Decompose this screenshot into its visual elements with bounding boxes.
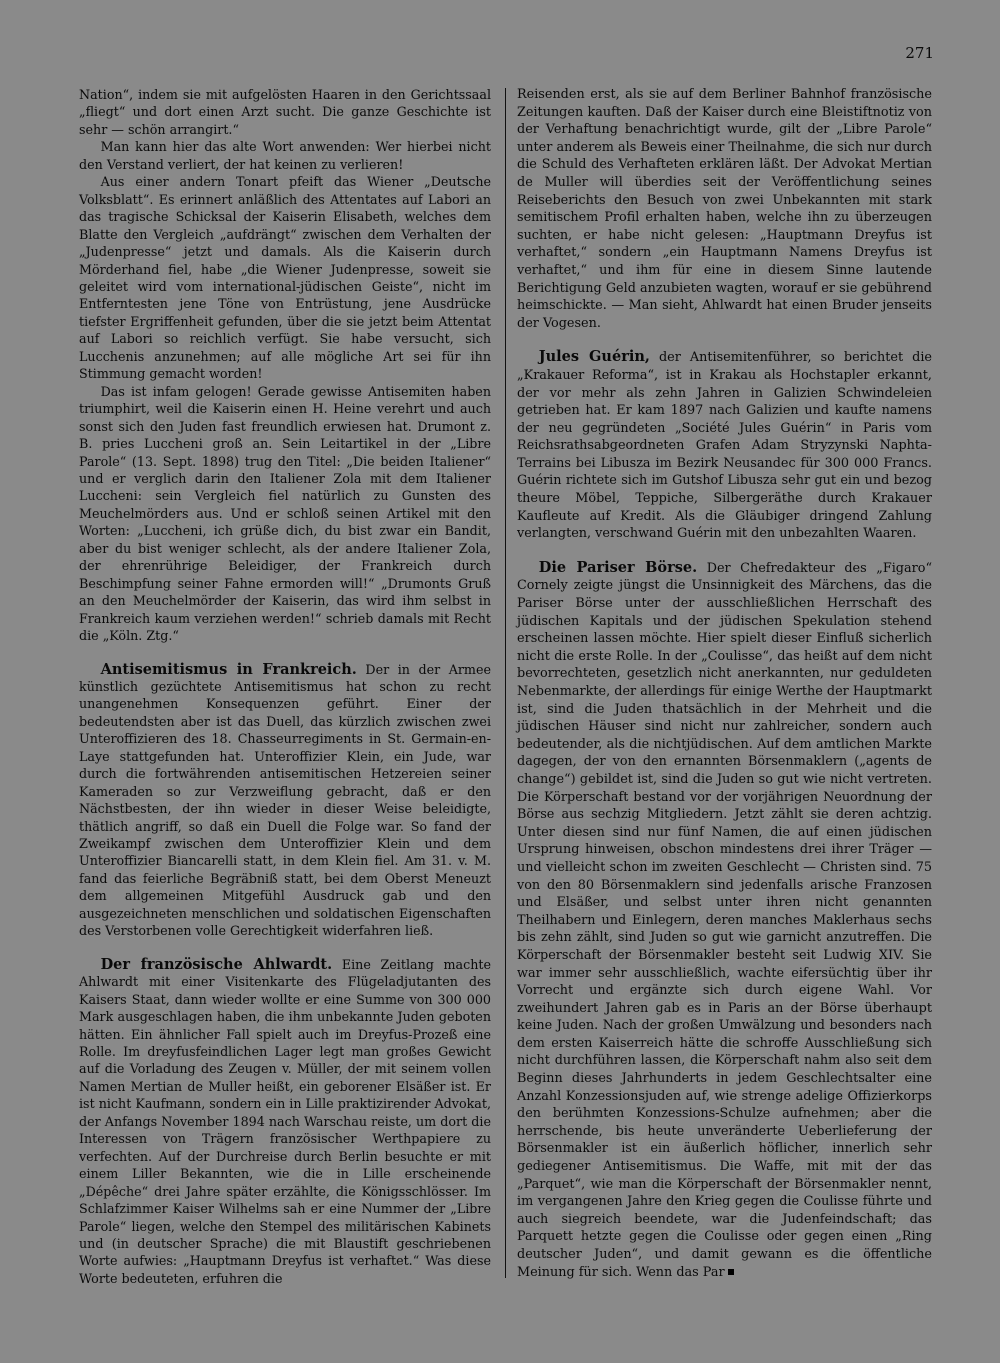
left-column <box>79 86 491 1287</box>
article-text: Der in der Armee künstlich gezüchtete Antisemitismus hat schon zu recht unangenehmen Konsequenzen geführt. Einer der bedeutendsten aber ist das Duell, das kürzlich zwischen zwei Unteroffizieren des 18. Chasseurregiments in St. Germain-en-Laye stattgefunden hat. Unteroffizier Klein, ein Jude, war durch die fortwährenden antisemitischen Hetzereien seiner Kameraden so zur Verzweiflung gebracht, daß er den Nächstbesten, der ihn wieder in dieser Weise beleidigte, thätlich angriff, so daß ein Duell die Folge war. So fand der Zweikampf zwischen dem Unteroffizier Klein und dem Unteroffizier Biancarelli statt, in dem Klein fiel. Am 31. v. M. fand das feierliche Begräbniß statt, bei dem Oberst Meneuzt dem allgemeinen Mitgefühl Ausdruck gab und den ausgezeichneten menschlichen und soldatischen Eigenschaften des Verstorbenen volle Gerechtigkeit widerfahren ließ. <box>79 661 491 939</box>
article-pariser-boerse <box>517 559 932 1281</box>
article-jules-guerin <box>517 348 932 543</box>
article-franzoesische-ahlwardt <box>79 956 491 1288</box>
article-heading: Der französische Ahlwardt. <box>100 955 333 973</box>
paragraph: Das ist infam gelogen! Gerade gewisse Antisemiten haben triumphirt, weil die Kaiserin einen H. Heine verehrt und auch sonst sich den Juden fast freundlich erwiesen hat. Drumont z. B. pries Luccheni groß an. Sein Leitartikel in der „Libre Parole“ (13. Sept. 1898) trug den Titel: „Die beiden Italiener“ und er verglich darin den Italiener Zola mit dem Italiener Luccheni: sein Vergleich fiel natürlich zu Gunsten des Meuchelmörders aus. Und er schloß seinen Artikel mit den Worten: „Luccheni, ich grüße dich, du bist zwar ein Bandit, aber du bist weniger schlecht, als der andere Italiener Zola, der ehrenrührige Beleidiger, der Frankreich durch Beschimpfung seiner Fahne ermorden will!“ „Drumonts Gruß an den Meuchelmörder der Kaiserin, das wird ihm selbst in Frankreich kaum verziehen werden!“ schrieb damals mit Recht die „Köln. Ztg.“ <box>79 383 491 644</box>
article-heading: Die Pariser Börse. <box>538 558 698 576</box>
article-heading: Antisemitismus in Frankreich. <box>100 660 357 678</box>
right-column <box>517 86 932 1281</box>
paragraph: Nation“, indem sie mit aufgelösten Haaren in den Gerichtssaal „fliegt“ und dort einen Arzt sucht. Die ganze Geschichte ist sehr — schön arrangirt.“ <box>79 87 491 137</box>
paragraph: Reisenden erst, als sie auf dem Berliner Bahnhof französische Zeitungen kauften. Daß der Kaiser durch eine Bleistiftnotiz von der Verhaftung benachrichtigt wurde, gilt der „Libre Parole“ unter anderem als Beweis einer Theilnahme, die sich nur durch die Schuld des Verhafteten erklären läßt. Der Advokat Mertian de Muller will überdies seit der Veröffentlichung seines Reiseberichts den Besuch von zwei Unbekannten mit stark semitischem Profil erhalten haben, welche ihn zu überzeugen suchten, er habe nicht gelesen: „Hauptmann Dreyfus ist verhaftet,“ sondern „ein Hauptmann Namens Dreyfus ist verhaftet,“ und ihm für eine in diesem Sinne lautende Berichtigung Geld anzubieten wagten, worauf er sie gebührend heimschickte. — Man sieht, Ahlwardt hat einen Bruder jenseits der Vogesen. <box>517 87 932 331</box>
article-text: der Antisemitenführer, so berichtet die „Krakauer Reforma“, ist in Krakau als Hochstapler erkannt, der vor mehr als zehn Jahren in Galizien Schwindeleien getrieben hat. Er kam 1897 nach Galizien und kaufte namens der neu gegründeten „Société Jules Guérin“ in Paris vom Reichsrathsabgeordneten Grafen Adam Stryzynski Naphta-Terrains bei Libusza im Bezirk Neusandec für 300 000 Francs. Guérin richtete sich im Gutshof Libusza sehr gut ein und bezog theure Möbel, Teppiche, Silbergeräthe durch Krakauer Kaufleute auf Kredit. Als die Gläubiger dringend Zahlung verlangten, verschwand Guérin mit den unbezahlten Waaren. <box>517 350 932 542</box>
article-heading: Jules Guérin, <box>538 348 650 366</box>
article-text: Eine Zeitlang machte Ahlwardt mit einer Visitenkarte des Flügeladjutanten des Kaisers Staat, dann wieder wollte er eine Summe von 300 000 Mark ausgeschlagen haben, die ihm unbekannte Juden geboten hätten. Ein ähnlicher Fall spielt auch im Dreyfus-Prozeß eine Rolle. Im dreyfusfeindlichen Lager legt man großes Gewicht auf die Vorladung des Zeugen v. Müller, der mit seinem vollen Namen Mertian de Muller heißt, ein geborener Elsäßer ist. Er ist nicht Kaufmann, sondern ein in Lille praktizirender Advokat, der Anfangs November 1894 nach Warschau reiste, um dort die Interessen von Trägern französischer Werthpapiere zu verfechten. Auf der Durchreise durch Berlin besuchte er mit einem Liller Bekannten, wie die in Lille erscheinende „Dépêche“ drei Jahre später erzählte, die Königsschlösser. Im Schlafzimmer Kaiser Wilhelms sah er eine Nummer der „Libre Parole“ liegen, welche den Stempel des militärischen Kabinets und (in deutscher Sprache) die mit Blaustift geschriebenen Worte aufwies: „Hauptmann Dreyfus ist verhaftet.“ Was diese Worte bedeuteten, erfuhren die <box>79 956 491 1286</box>
article-text: Der Chefredakteur des „Figaro“ Cornely zeigte jüngst die Unsinnigkeit des Märchens, das die Pariser Börse unter der ausschließlichen Herrschaft des jüdischen Kapitals und der jüdischen Spekulation stehend erscheinen lassen möchte. Hier spielt dieser Einfluß sicherlich nicht die erste Rolle. In der „Coulisse“, das heißt auf dem nicht bevorrechteten, gesetzlich nicht anerkannten, nur geduldeten Nebenmarkte, der allerdings für einige Werthe der Hauptmarkt ist, sind die Juden thatsächlich in der Mehrheit und die jüdischen Häuser sind nicht nur zahlreicher, sondern auch bedeutender, als die nichtjüdischen. Auf dem amtlichen Markte dagegen, der von den ernannten Börsenmaklern („agents de change“) gebildet ist, sind die Juden so gut wie nicht vertreten. Die Körperschaft bestand vor der vorjährigen Neuordnung der Börse aus sechzig Mitgliedern. Jetzt zählt sie deren achtzig. Unter diesen sind nur fünf Namen, die auf einen jüdischen Ursprung hinweisen, obschon mindestens drei ihrer Träger — und vielleicht schon im zweiten Geschlecht — Christen sind. 75 von den 80 Börsenmaklern sind jedenfalls arische Franzosen und Elsäßer, und selbst unter ihren nicht genannten Theilhabern und Einlegern, deren manches Maklerhaus sechs bis zehn zählt, sind Juden so gut wie garnicht anzutreffen. Die Körperschaft der Börsenmakler besteht seit Ludwig XIV. Sie war immer sehr ausschließlich, wachte eifersüchtig über ihr Vorrecht und ergänzte sich durch eigene Wahl. Vor zweihundert Jahren gab es in Paris an der Börse überhaupt keine Juden. Nach der großen Umwälzung und besonders nach dem ersten Kaiserreich hätte die schroffe Ausschließung sich nicht durchführen lassen, die Körperschaft nahm also seit dem Beginn dieses Jahrhunderts in jedem Geschlechtsalter eine Anzahl Konzessionsjuden auf, wie strenge adelige Offizierkorps den berühmten Konzessions-Schulze aufnehmen; aber die herrschende, bis heute unveränderte Ueberlieferung der Börsenmakler ist ein äußerlich höflicher, innerlich sehr gediegener Antisemitismus. Die Waffe, mit mit der das „Parquet“, wie man die Körperschaft der Börsenmakler nennt, im vergangenen Jahre den Krieg gegen die Coulisse führte und auch siegreich beendete, war die Judenfeindschaft; das Parquett hetzte gegen die Coulisse oder gegen einen „Ring deutscher Juden“, und damit gewann es die öffentliche Meinung für sich. Wenn das Par <box>517 560 932 1280</box>
paragraph: Man kann hier das alte Wort anwenden: Wer hierbei nicht den Verstand verliert, der hat keinen zu verlieren! <box>79 139 491 172</box>
continuation-mark <box>728 1269 734 1275</box>
page-number: 271 <box>905 44 934 62</box>
paragraph: Aus einer andern Tonart pfeift das Wiener „Deutsche Volksblatt“. Es erinnert anläßlich des Attentates auf Labori an das tragische Schicksal der Kaiserin Elisabeth, welches dem Blatte den Vergleich „aufdrängt“ zwischen dem Verhalten der „Judenpresse“ jetzt und damals. Als die Kaiserin durch Mörderhand fiel, habe „die Wiener Judenpresse, soweit sie geleitet wird vom international-jüdischen Geiste“, nicht im Entferntesten jene Töne von Entrüstung, jene Ausdrücke tiefster Ergriffenheit gefunden, über die sie jetzt beim Attentat auf Labori so reichlich verfügt. Sie habe versucht, sich Lucchenis anzunehmen; auf alle mögliche Art sei für ihn Stimmung gemacht worden! <box>79 174 491 382</box>
column-divider <box>505 88 506 1278</box>
article-antisemitismus-frankreich <box>79 661 491 940</box>
